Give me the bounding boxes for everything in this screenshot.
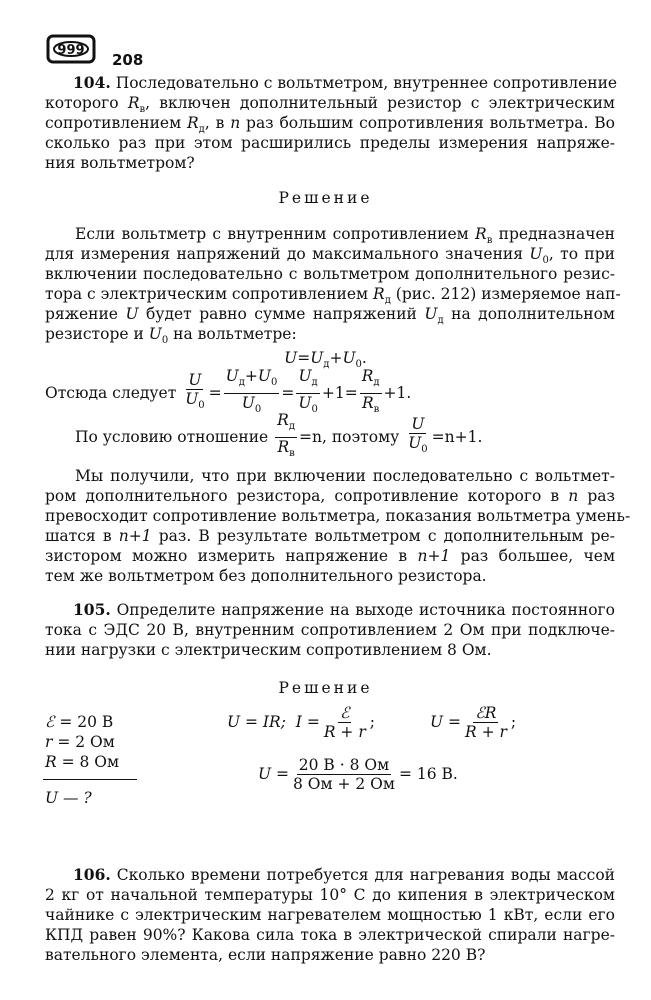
p106-line-5: вательного элемента, если напряжение равно 220 В? xyxy=(45,946,486,964)
numeric-result: U = $\frac{20 В \cdot 8 Ом}{8 Ом + 2 Ом}$ = 16 В. xyxy=(258,755,458,793)
fraction-ud-plus-u0: $\frac{U_д+U_0}{U_0}$ xyxy=(225,367,278,415)
sol104-line-4: тора с электрическим сопротивлением $R_д$ (рис. 212) измеряемое нап- xyxy=(45,285,621,307)
sol104-conclusion-4: шатся в n+1 раз. В результате вольтметром с дополнительным ре- xyxy=(45,527,615,545)
fraction-emf-over-rr: $\frac{\text{ℰ}}{R + r}$ xyxy=(323,703,366,741)
given-divider xyxy=(43,779,137,780)
svg-text:999: 999 xyxy=(57,43,85,58)
fraction-emf-r-over-rr: $\frac{\text{ℰR}}{R + r}$ xyxy=(464,703,507,741)
solution-105-heading: Решение xyxy=(278,679,373,697)
find-unknown: U — ? xyxy=(45,789,92,807)
sol104-conclusion-2: ром дополнительного резистора, сопротивление которого в n раз xyxy=(45,487,615,505)
equation-1: $U=U_д+U_0$. xyxy=(284,349,367,371)
sol104-line-1: Если вольтметр с внутренним сопротивлением $R_в$ предназначен xyxy=(75,225,615,247)
fraction-rd-rv-condition: $\frac{R_д}{R_в}$ xyxy=(277,411,296,459)
p105-line-3: нии нагрузки с электрическим сопротивлением 8 Ом. xyxy=(45,641,492,659)
p104-line-4: сколько раз при этом расширились пределы измерения напряже- xyxy=(45,134,615,152)
formula-ohm-law: U = IR; I = $\frac{\text{ℰ}}{R + r}$ ; xyxy=(227,703,375,741)
fraction-ud-u0: $\frac{U_д}{U_0}$ xyxy=(298,367,318,415)
p105-number: 105. xyxy=(73,600,111,619)
p106-line-1: 106. Сколько времени потребуется для нагревания воды массой xyxy=(73,865,615,884)
equation-2: Отсюда следует $\frac{U}{U_0}$ = $\frac{U_д+U_0}{U_0}$ = $\frac{U_д}{U_0}$ +1 = $\frac{R_д}{R_в}$ +1. xyxy=(45,372,411,414)
given-internal-resistance: r = 2 Ом xyxy=(45,733,115,751)
p106-line-3: чайнике с электрическим нагревателем мощностью 1 кВт, если его xyxy=(45,906,615,924)
page-number: 208 xyxy=(112,51,144,69)
sol104-line-5: ряжение U будет равно сумме напряжений $U_д$ на дополнительном xyxy=(45,305,615,327)
p106-line-4: КПД равен 90%? Какова сила тока в электрической спирали нагре- xyxy=(45,926,615,944)
header-logo xyxy=(46,34,96,64)
sol104-conclusion-5: зистором можно измерить напряжение в n+1 раз большее, чем xyxy=(45,547,615,565)
p106-line-2: 2 кг от начальной температуры 10° С до кипения в электрическом xyxy=(45,886,615,904)
p106-number: 106. xyxy=(73,865,111,884)
fraction-u-u0-result: $\frac{U}{U_0}$ xyxy=(408,414,428,456)
given-load-resistance: R = 8 Ом xyxy=(45,753,120,771)
given-emf: ℰ = 20 В xyxy=(45,713,114,731)
formula-output-voltage: U = $\frac{\text{ℰR}}{R + r}$ ; xyxy=(430,703,517,741)
equation-3: По условию отношение $\frac{R_д}{R_в}$ =n, поэтому $\frac{U}{U_0}$ =n+1. xyxy=(75,416,482,458)
sol104-conclusion-6: тем же вольтметром без дополнительного резистора. xyxy=(45,567,487,585)
p104-line-5: ния вольтметром? xyxy=(45,154,195,172)
sol104-line-6: резисторе и $U_0$ на вольтметре: xyxy=(45,325,297,347)
p104-line-2: которого $R_в$, включен дополнительный резистор с электрическим xyxy=(45,94,615,116)
sol104-line-2: для измерения напряжений до максимального значения $U_0$, то при xyxy=(45,245,615,267)
fraction-numeric: $\frac{20 В \cdot 8 Ом}{8 Ом + 2 Ом}$ xyxy=(292,755,395,793)
fraction-rd-rv: $\frac{R_д}{R_в}$ xyxy=(361,367,380,415)
p104-line-1: 104. Последовательно с вольтметром, внутреннее сопротивление xyxy=(73,73,618,92)
sol104-conclusion-3: превосходит сопротивление вольтметра, показания вольтметра умень- xyxy=(45,507,631,525)
p104-number: 104. xyxy=(73,73,111,92)
solution-104-heading: Решение xyxy=(278,189,373,207)
p105-line-1: 105. Определите напряжение на выходе источника постоянного xyxy=(73,600,615,619)
sol104-line-3: включении последовательно с вольтметром дополнительного резис- xyxy=(45,265,615,283)
p105-line-2: тока с ЭДС 20 В, внутренним сопротивлением 2 Ом при подключе- xyxy=(45,621,615,639)
sol104-conclusion-1: Мы получили, что при включении последовательно с вольтмет- xyxy=(75,467,615,485)
p104-line-3: сопротивлением $R_д$, в n раз большим сопротивления вольтметра. Во xyxy=(45,114,615,136)
fraction-u-u0: $\frac{U}{U_0}$ xyxy=(185,370,205,412)
